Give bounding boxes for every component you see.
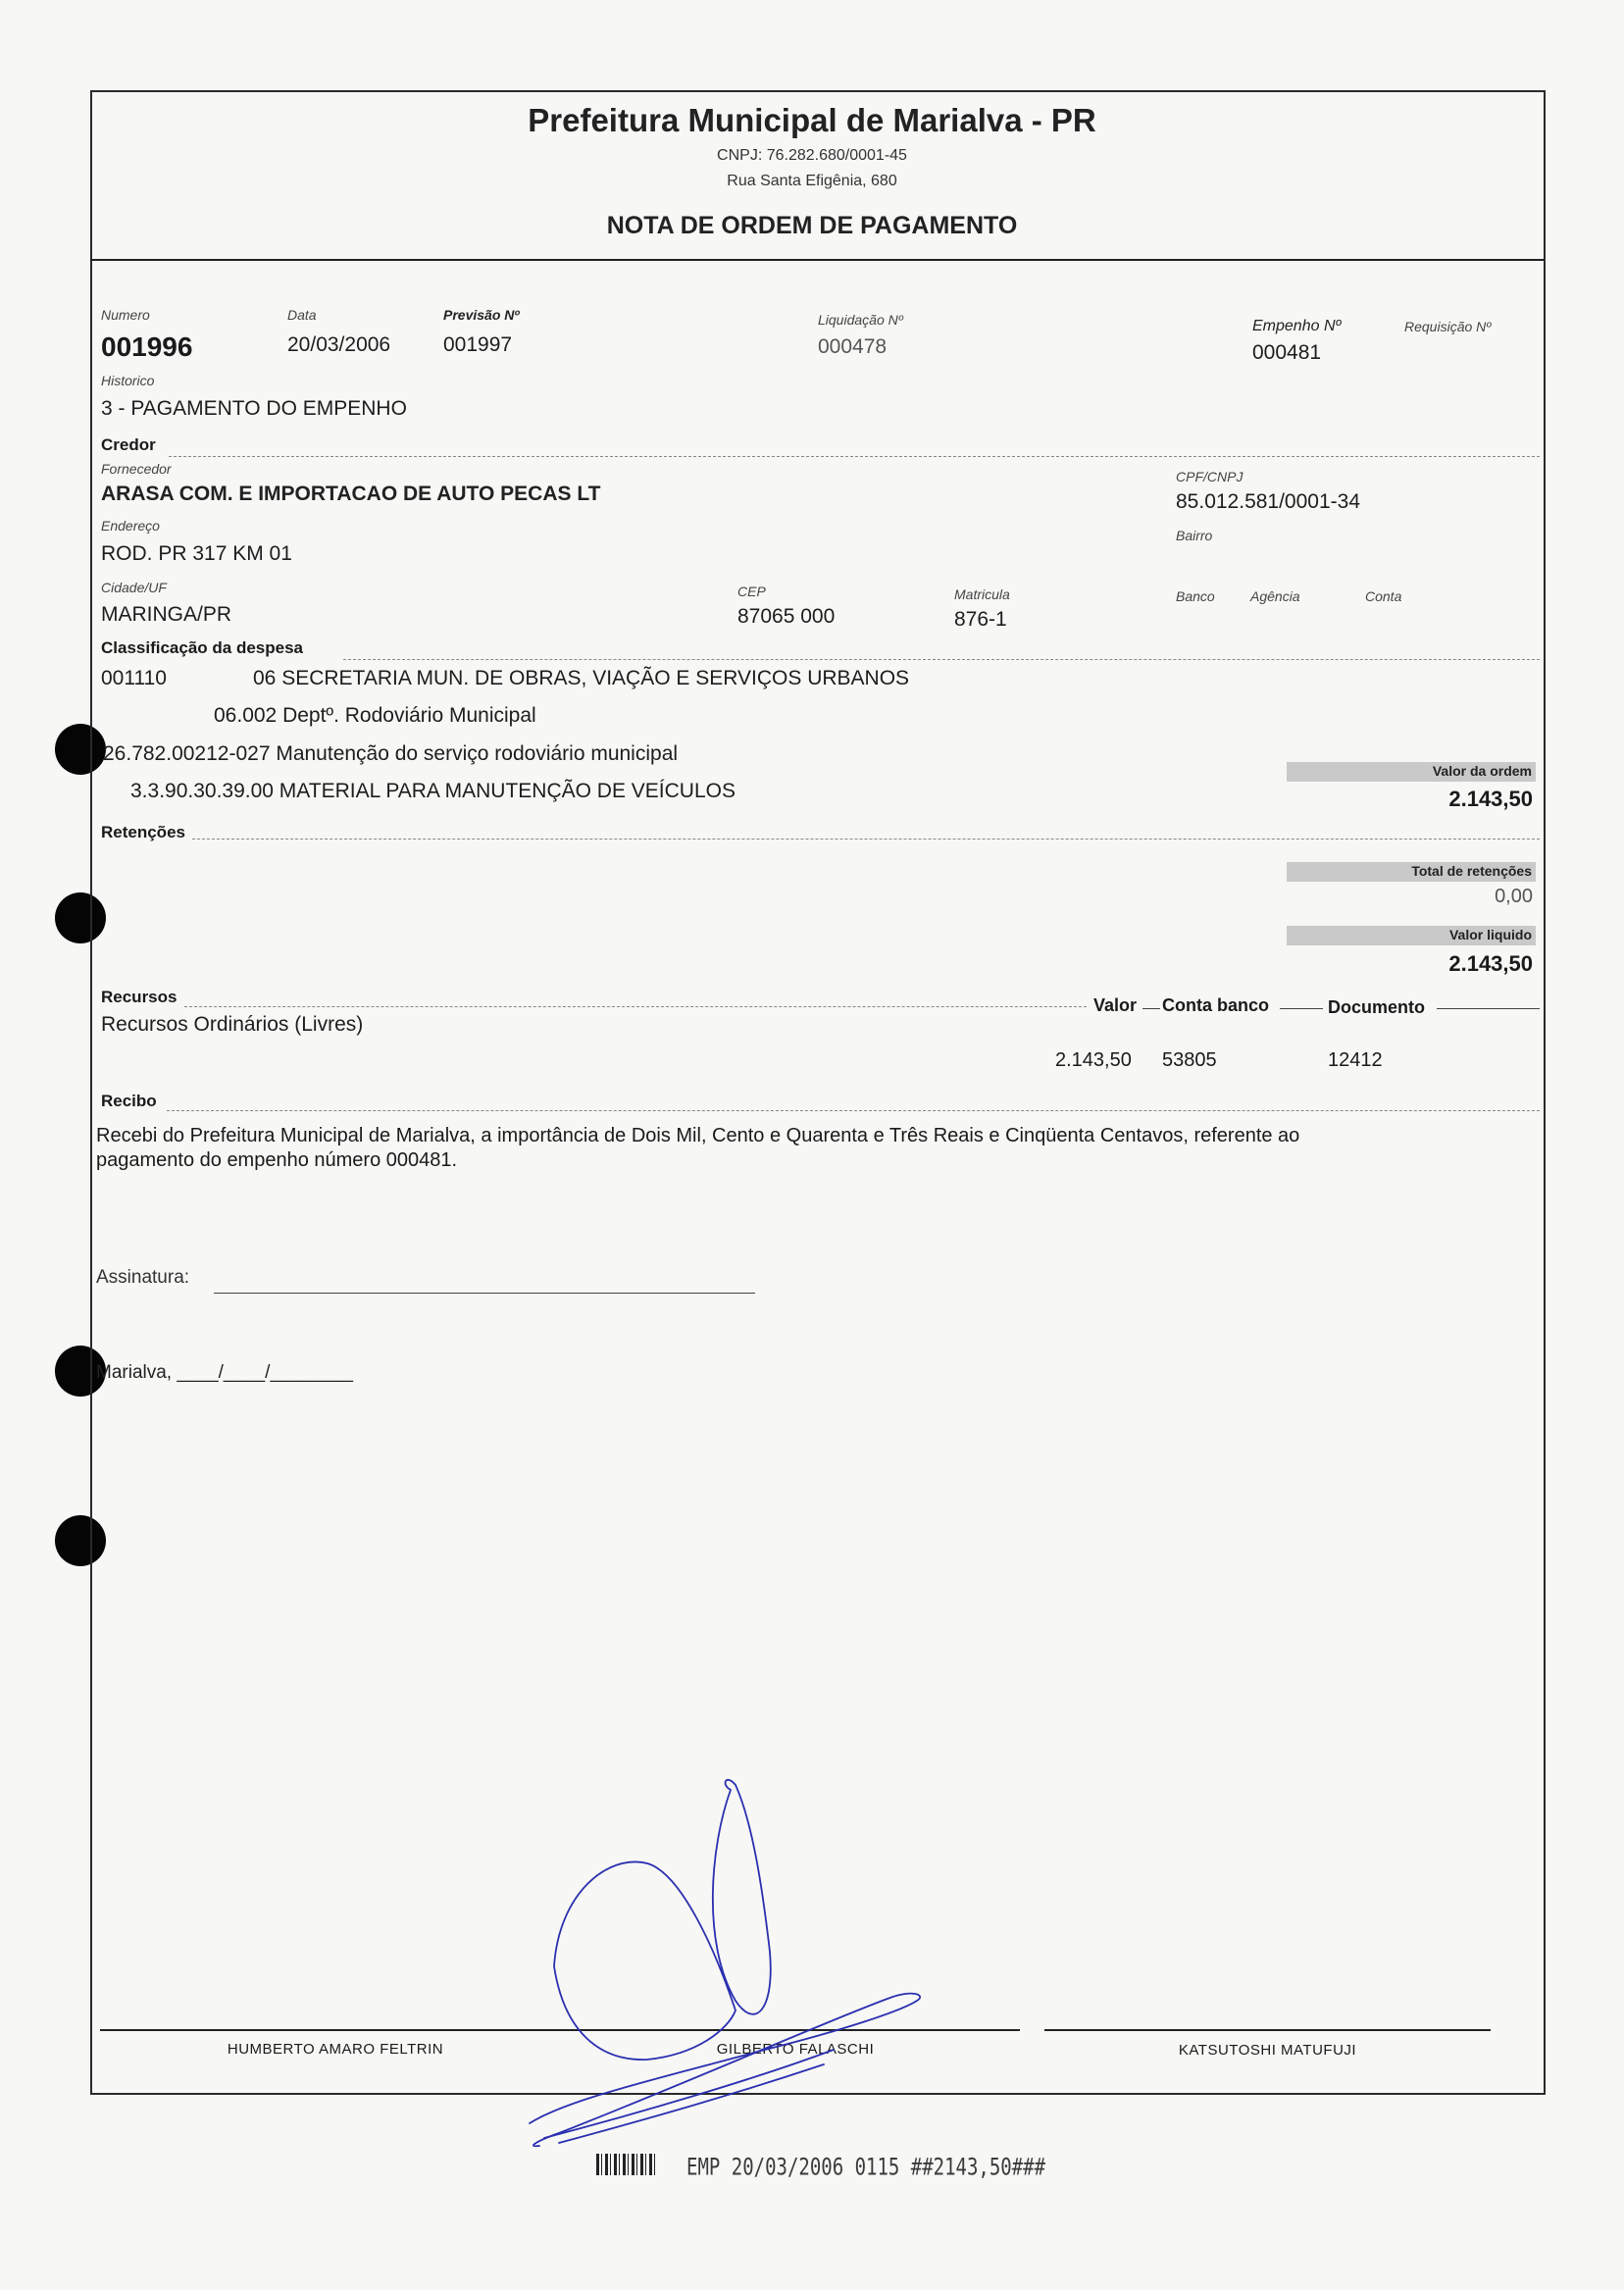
classificacao-line1: 06 SECRETARIA MUN. DE OBRAS, VIAÇÃO E SERVIÇOS URBANOS xyxy=(253,667,910,689)
recibo-divider xyxy=(167,1110,1540,1111)
assinatura-line xyxy=(214,1293,755,1294)
retencoes-divider xyxy=(192,839,1540,840)
signature-name-1: HUMBERTO AMARO FELTRIN xyxy=(227,2041,444,2058)
cep-value: 87065 000 xyxy=(737,605,836,628)
valor-liquido-label: Valor liquido xyxy=(1448,927,1532,942)
matricula-label: Matricula xyxy=(954,586,1010,602)
classificacao-line3: 26.782.00212-027 Manutenção do serviço rodoviário municipal xyxy=(103,742,679,765)
total-retencoes-value: 0,00 xyxy=(1495,886,1533,907)
recursos-documento-label: Documento xyxy=(1328,997,1425,1017)
liquidacao-label: Liquidação Nº xyxy=(818,312,903,328)
assinatura-label: Assinatura: xyxy=(96,1267,190,1288)
cep-label: CEP xyxy=(737,584,766,599)
recursos-valor-label: Valor xyxy=(1093,995,1138,1015)
cpf-value: 85.012.581/0001-34 xyxy=(1176,490,1361,513)
recursos-row-valor: 2.143,50 xyxy=(1055,1049,1132,1071)
agencia-label: Agência xyxy=(1250,588,1300,604)
cidade-value: MARINGA/PR xyxy=(101,603,232,626)
recibo-section-title: Recibo xyxy=(101,1092,157,1110)
recursos-row-name: Recursos Ordinários (Livres) xyxy=(101,1013,364,1036)
historico-label: Historico xyxy=(101,373,155,388)
numero-value: 001996 xyxy=(101,331,193,362)
total-retencoes-label: Total de retenções xyxy=(1411,863,1532,879)
valor-ordem-value: 2.143,50 xyxy=(1448,787,1533,811)
endereco-label: Endereço xyxy=(101,518,160,534)
signature-line-3 xyxy=(1044,2029,1491,2031)
cidade-label: Cidade/UF xyxy=(101,580,167,595)
retencoes-section-title: Retenções xyxy=(101,823,185,841)
data-value: 20/03/2006 xyxy=(287,333,391,356)
handwritten-signature xyxy=(500,1756,971,2158)
endereco-value: ROD. PR 317 KM 01 xyxy=(101,542,292,565)
recursos-row-conta: 53805 xyxy=(1162,1049,1217,1071)
numero-label: Numero xyxy=(101,307,150,323)
liquidacao-value: 000478 xyxy=(818,335,888,358)
classificacao-code: 001110 xyxy=(101,667,167,689)
matricula-value: 876-1 xyxy=(954,608,1007,631)
recursos-divider xyxy=(184,1006,1087,1007)
fornecedor-value: ARASA COM. E IMPORTACAO DE AUTO PECAS LT xyxy=(101,483,601,505)
recursos-header-rule xyxy=(1280,1008,1323,1009)
recursos-row-documento: 12412 xyxy=(1328,1049,1383,1071)
previsao-value: 001997 xyxy=(443,333,513,356)
signature-name-2: GILBERTO FALASCHI xyxy=(716,2041,875,2058)
valor-liquido-value: 2.143,50 xyxy=(1448,951,1533,976)
local-date: Marialva, ____/____/________ xyxy=(96,1362,353,1383)
conta-label: Conta xyxy=(1365,588,1402,604)
bairro-label: Bairro xyxy=(1176,528,1213,543)
historico-value: 3 - PAGAMENTO DO EMPENHO xyxy=(101,397,407,420)
recursos-section-title: Recursos xyxy=(101,988,178,1006)
fornecedor-label: Fornecedor xyxy=(101,461,172,477)
recibo-text-line1: Recebi do Prefeitura Municipal de Marialva, a importância de Dois Mil, Cento e Quarenta e Três Reais e Cinqüenta Centavos, referente ao xyxy=(96,1125,1300,1146)
recursos-header-rule xyxy=(1142,1008,1160,1009)
previsao-label: Previsão Nº xyxy=(443,307,520,323)
empenho-value: 000481 xyxy=(1252,341,1322,364)
data-label: Data xyxy=(287,307,317,323)
recibo-text-line2: pagamento do empenho número 000481. xyxy=(96,1149,458,1171)
document-title: NOTA DE ORDEM DE PAGAMENTO xyxy=(606,212,1018,239)
empenho-label: Empenho Nº xyxy=(1252,318,1342,334)
banco-label: Banco xyxy=(1176,588,1215,604)
cnpj-text: CNPJ: 76.282.680/0001-45 xyxy=(717,147,907,164)
page-title: Prefeitura Municipal de Marialva - PR xyxy=(528,102,1096,138)
barcode-icon xyxy=(596,2154,655,2175)
stamp-text: EMP 20/03/2006 0115 ##2143,50### xyxy=(686,2154,1046,2181)
classificacao-section-title: Classificação da despesa xyxy=(101,638,304,657)
recursos-header-rule xyxy=(1437,1008,1540,1009)
credor-divider xyxy=(169,456,1540,457)
header-divider xyxy=(90,259,1544,261)
recursos-conta-label: Conta banco xyxy=(1162,995,1270,1015)
cpf-label: CPF/CNPJ xyxy=(1176,469,1243,484)
requisicao-label: Requisição Nº xyxy=(1404,319,1492,334)
signature-name-3: KATSUTOSHI MATUFUJI xyxy=(1178,2042,1357,2059)
classificacao-line2: 06.002 Deptº. Rodoviário Municipal xyxy=(214,704,536,727)
credor-section-title: Credor xyxy=(101,435,156,454)
classificacao-line4: 3.3.90.30.39.00 MATERIAL PARA MANUTENÇÃO DE VEÍCULOS xyxy=(130,780,736,802)
address-text: Rua Santa Efigênia, 680 xyxy=(727,173,897,189)
valor-ordem-label: Valor da ordem xyxy=(1432,763,1532,779)
classificacao-divider xyxy=(343,659,1540,660)
